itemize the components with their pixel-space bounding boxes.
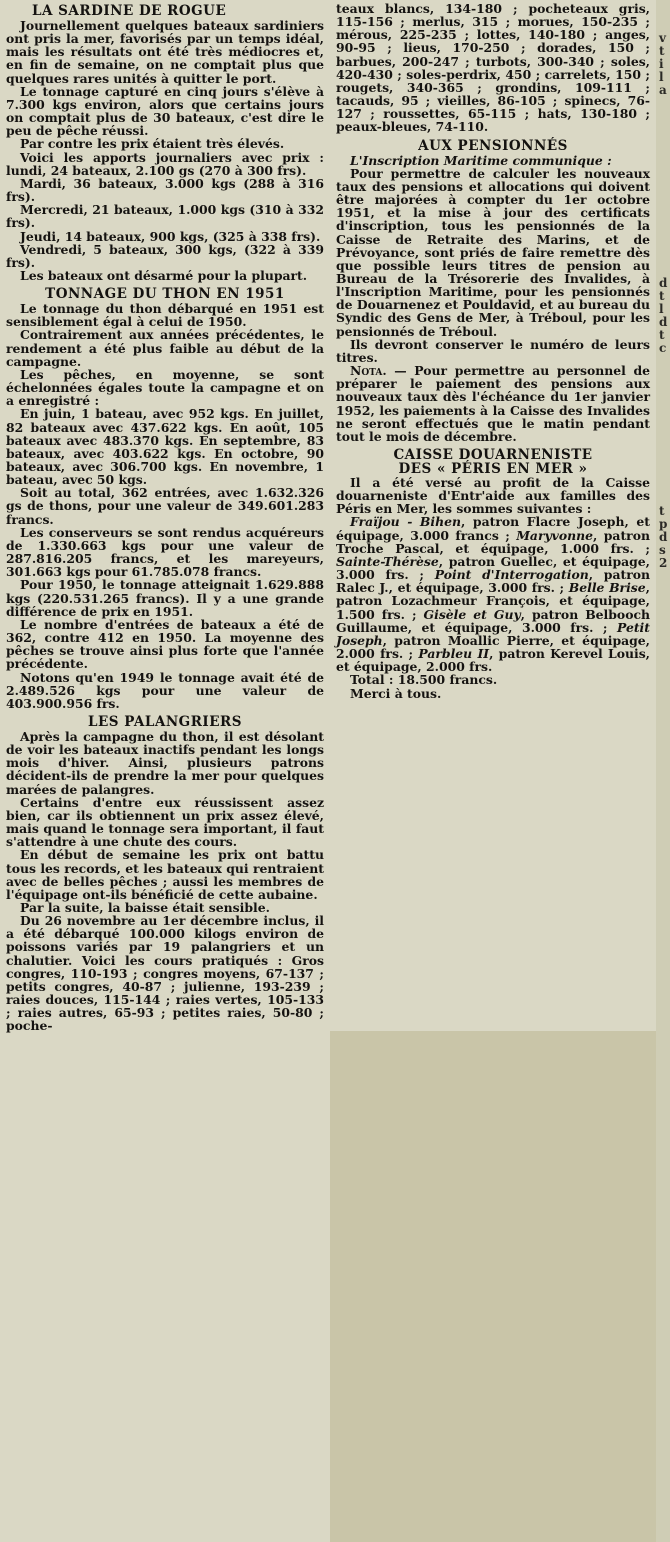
thon-article (6, 282, 324, 710)
donation-entry: , patron Kerevel Louis, et équipage, 2.000 frs. (336, 646, 650, 675)
boat-name: Sainte-Thérèse (336, 553, 439, 569)
edge-letter: l (659, 70, 664, 84)
edge-letter: d (659, 276, 668, 290)
edge-letter: t (659, 289, 665, 303)
paragraph: Contrairement aux années précédentes, le rendement a été plus faible au début de la campagne. (6, 327, 324, 369)
palangriers-continuation: teaux blancs, 134-180 ; pocheteaux gris, 115-156 ; merlus, 315 ; morues, 150-235 ; mérous, 225-235 ; lottes, 140-180 ; anges, 90-95 ; lieus, 170-250 ; dorades, 150 ; barbues, 200-247 ; turbots, 300-340 ; soles, 420-430 ; soles-perdrix, 450 ; carrelets, 150 ; rougets, 340-365 ; grondins, 109-111 ; tacauds, 95 ; vieilles, 86-105 ; spinecs, 76-127 ; roussettes, 65-115 ; hats, 130-180 ; peaux-bleues, 74-110. (336, 1, 650, 135)
boat-name: Fraïjou - Bihen (350, 514, 462, 530)
edge-letter: l (659, 302, 664, 316)
donation-entry: , patron Guellec, et équipage, 3.000 frs. ; (336, 553, 650, 583)
paragraph: Certains d'entre eux réussissent assez bien, car ils obtiennent un prix assez élevé, mais quand le tonnage sera important, il faut s'attendre à une chute des cours. (6, 794, 324, 850)
thon-title: TONNAGE DU THON EN 1951 (45, 286, 285, 303)
edge-letter: s (659, 543, 666, 557)
sardine-article (6, 0, 324, 282)
edge-letter: p (659, 517, 668, 531)
donation-entry: , patron Ralec J., et équipage, 3.000 frs. ; (336, 567, 650, 596)
paragraph: Mardi, 36 bateaux, 3.000 kgs (288 à 316 frs). (6, 175, 324, 205)
middle-column (330, 0, 656, 1031)
paragraph: Vendredi, 5 bateaux, 300 kgs, (322 à 339 frs). (6, 241, 324, 270)
edge-letter: i (659, 57, 664, 71)
left-column (0, 0, 330, 1542)
pension-title: AUX PENSIONNÉS (418, 137, 568, 154)
paragraph: Pour 1950, le tonnage atteignait 1.629.888 kgs (220.531.265 francs). Il y a une grande différence de prix en 1951. (6, 577, 324, 619)
boat-name: Petit Joseph (336, 619, 650, 648)
edge-letter: a (659, 83, 667, 97)
caisse-intro: Il a été versé au profit de la Caisse douarneniste d'Entr'aide aux familles des Péris en Mer, les sommes suivantes : (336, 475, 650, 517)
nota-paragraph (336, 364, 650, 443)
nota-text: — Pour permettre au personnel de préparer le paiement des pensions aux nouveaux taux dès l'échéance du 1er janvier 1952, les paiements à la Caisse des Invalides ne seront effectués que le matin pendant tout le mois de décembre. (336, 363, 650, 444)
paragraph: Soit au total, 362 entrées, avec 1.632.326 gs de thons, pour une valeur de 349.601.283 francs. (6, 485, 324, 527)
paragraph: Le tonnage capturé en cinq jours s'élève à 7.300 kgs environ, alors que certains jours on comptait plus de 30 bateaux, c'est dire le peu de pêche réussi. (6, 83, 324, 139)
paragraph: Les pêches, en moyenne, se sont échelonnées égales toute la campagne et on a enregistré : (6, 366, 324, 409)
edge-letter: d (659, 315, 668, 329)
boat-name: Maryvonne (516, 527, 594, 543)
paragraph: Les conserveurs se sont rendus acquéreurs de 1.330.663 kgs pour une valeur de 287.816.205 francs, et les mareyeurs, 301.663 kgs pour 61.785.078 francs. (6, 524, 324, 580)
caisse-article (336, 443, 650, 700)
paragraph: Pour permettre de calculer les nouveaux taux des pensions et allocations qui doivent être majorées à compter du 1er octobre 1951, et la mise à jour des certificats d'inscription, tous les pensionnés de la Caisse de Retraite des Marins, et de Prévoyance, sont priés de faire remettre dès que possible leurs titres de pension au Bureau de la Trésorerie des Invalides, à l'Inscription Maritime, pour les pensionnés de Douarnenez et Pouldavid, et au bureau du Syndic des Gens de Mer, à Tréboul, pour les pensionnés de Tréboul. (336, 165, 650, 339)
donation-list (336, 515, 650, 673)
paragraph: Notons qu'en 1949 le tonnage avait été de 2.489.526 kgs pour une valeur de 403.900.956 frs. (6, 669, 324, 711)
donation-entry: , patron Moallic Pierre, et équipage, 2.000 frs. ; (336, 632, 650, 662)
edge-letter: t (659, 328, 665, 342)
caisse-total: Total : 18.500 francs. (350, 672, 498, 688)
caisse-merci: Merci à tous. (350, 685, 442, 701)
paragraph: Jeudi, 14 bateaux, 900 kgs, (325 à 338 frs). (20, 228, 321, 244)
donation-entry: , patron Belbooch Guillaume, et équipage, 3.000 frs. ; (336, 606, 651, 635)
paragraph: Mercredi, 21 bateaux, 1.000 kgs (310 à 332 frs). (6, 202, 324, 231)
right-edge-column (656, 0, 670, 1542)
donation-entry: , patron Lozachmeur François, et équipage, 1.500 frs. ; (336, 580, 650, 622)
edge-letter: c (659, 341, 667, 355)
donation-entry: , patron Troche Pascal, et équipage, 1.000 frs. ; (336, 527, 650, 556)
edge-letter: v (659, 31, 666, 45)
paragraph: Ils devront conserver le numéro de leurs titres. (336, 336, 650, 365)
paragraph: Par la suite, la baisse était sensible. (20, 900, 270, 915)
paragraph: Par contre les prix étaient très élevés. (20, 136, 285, 152)
paragraph: Après la campagne du thon, il est désolant de voir les bateaux inactifs pendant les longs mois d'hiver. Ainsi, plusieurs patrons décident-ils de prendre la mer pour quelques marées de palangres. (6, 728, 324, 797)
edge-letter: t (659, 504, 665, 518)
paragraph: Voici les apports journaliers avec prix : lundi, 24 bateaux, 2.100 gs (270 à 300 frs). (6, 149, 324, 178)
caisse-subtitle: DES « PÉRIS EN MER » (398, 461, 588, 477)
sardine-title: LA SARDINE DE ROGUE (32, 3, 227, 19)
pension-article (336, 134, 650, 443)
paragraph: Du 26 novembre au 1er décembre inclus, il a été débarqué 100.000 kilogs environ de poissons variés par 19 palangriers et un chalutier. Voici les cours pratiqués : Gros congres, 110-193 ; congres moyens, 67-137 ; petits congres, 40-87 ; julienne, 193-239 ; raies douces, 115-144 ; raies vertes, 105-133 ; raies autres, 65-93 ; petites raies, 50-80 ; poche- (6, 913, 324, 1034)
paragraph: Les bateaux ont désarmé pour la plupart. (20, 267, 308, 283)
pension-intro: L'Inscription Maritime communique : (350, 152, 612, 168)
paragraph: Journellement quelques bateaux sardiniers ont pris la mer, favorisés par un temps idéal, mais les résultats ont été très médiocres et, en fin de semaine, on ne comptait plus que quelques rares unités à quitter le port. (6, 18, 324, 86)
palangriers-article (6, 710, 324, 1033)
palangriers-title: LES PALANGRIERS (87, 713, 242, 730)
boat-name: Parbleu II (418, 646, 490, 662)
edge-letter: t (659, 44, 665, 58)
boat-name: Belle Brise (568, 580, 646, 596)
boat-name: Gisèle et Guy (423, 606, 521, 622)
paragraph: Le tonnage du thon débarqué en 1951 est sensiblement égal à celui de 1950. (6, 301, 324, 330)
paragraph: En juin, 1 bateau, avec 952 kgs. En juillet, 82 bateaux avec 437.622 kgs. En août, 105 bateaux avec 483.370 kgs. En septembre, 83 bateaux, avec 403.622 kgs. En octobre, 90 bateaux, avec 306.700 kgs. En novembre, 1 bateau, avec 50 kgs. (6, 406, 324, 488)
paragraph: Le nombre d'entrées de bateaux a été de 362, contre 412 en 1950. La moyenne des pêches se trouve ainsi plus forte que l'année précédente. (6, 616, 324, 672)
paragraph: En début de semaine les prix ont battu tous les records, et les bateaux qui rentraient avec de belles pêches ; aussi les membres de l'équipage ont-ils bénéficié de cette aubaine. (6, 847, 324, 902)
caisse-title: CAISSE DOUARNENISTE (393, 447, 593, 463)
donation-entry: , patron Flacre Joseph, et équipage, 3.000 francs ; (336, 514, 650, 543)
edge-letter: 2 (659, 556, 668, 570)
nota-label: Nota. (350, 363, 387, 379)
boat-name: Point d'Interrogation (434, 567, 589, 583)
edge-letter: d (659, 530, 668, 544)
